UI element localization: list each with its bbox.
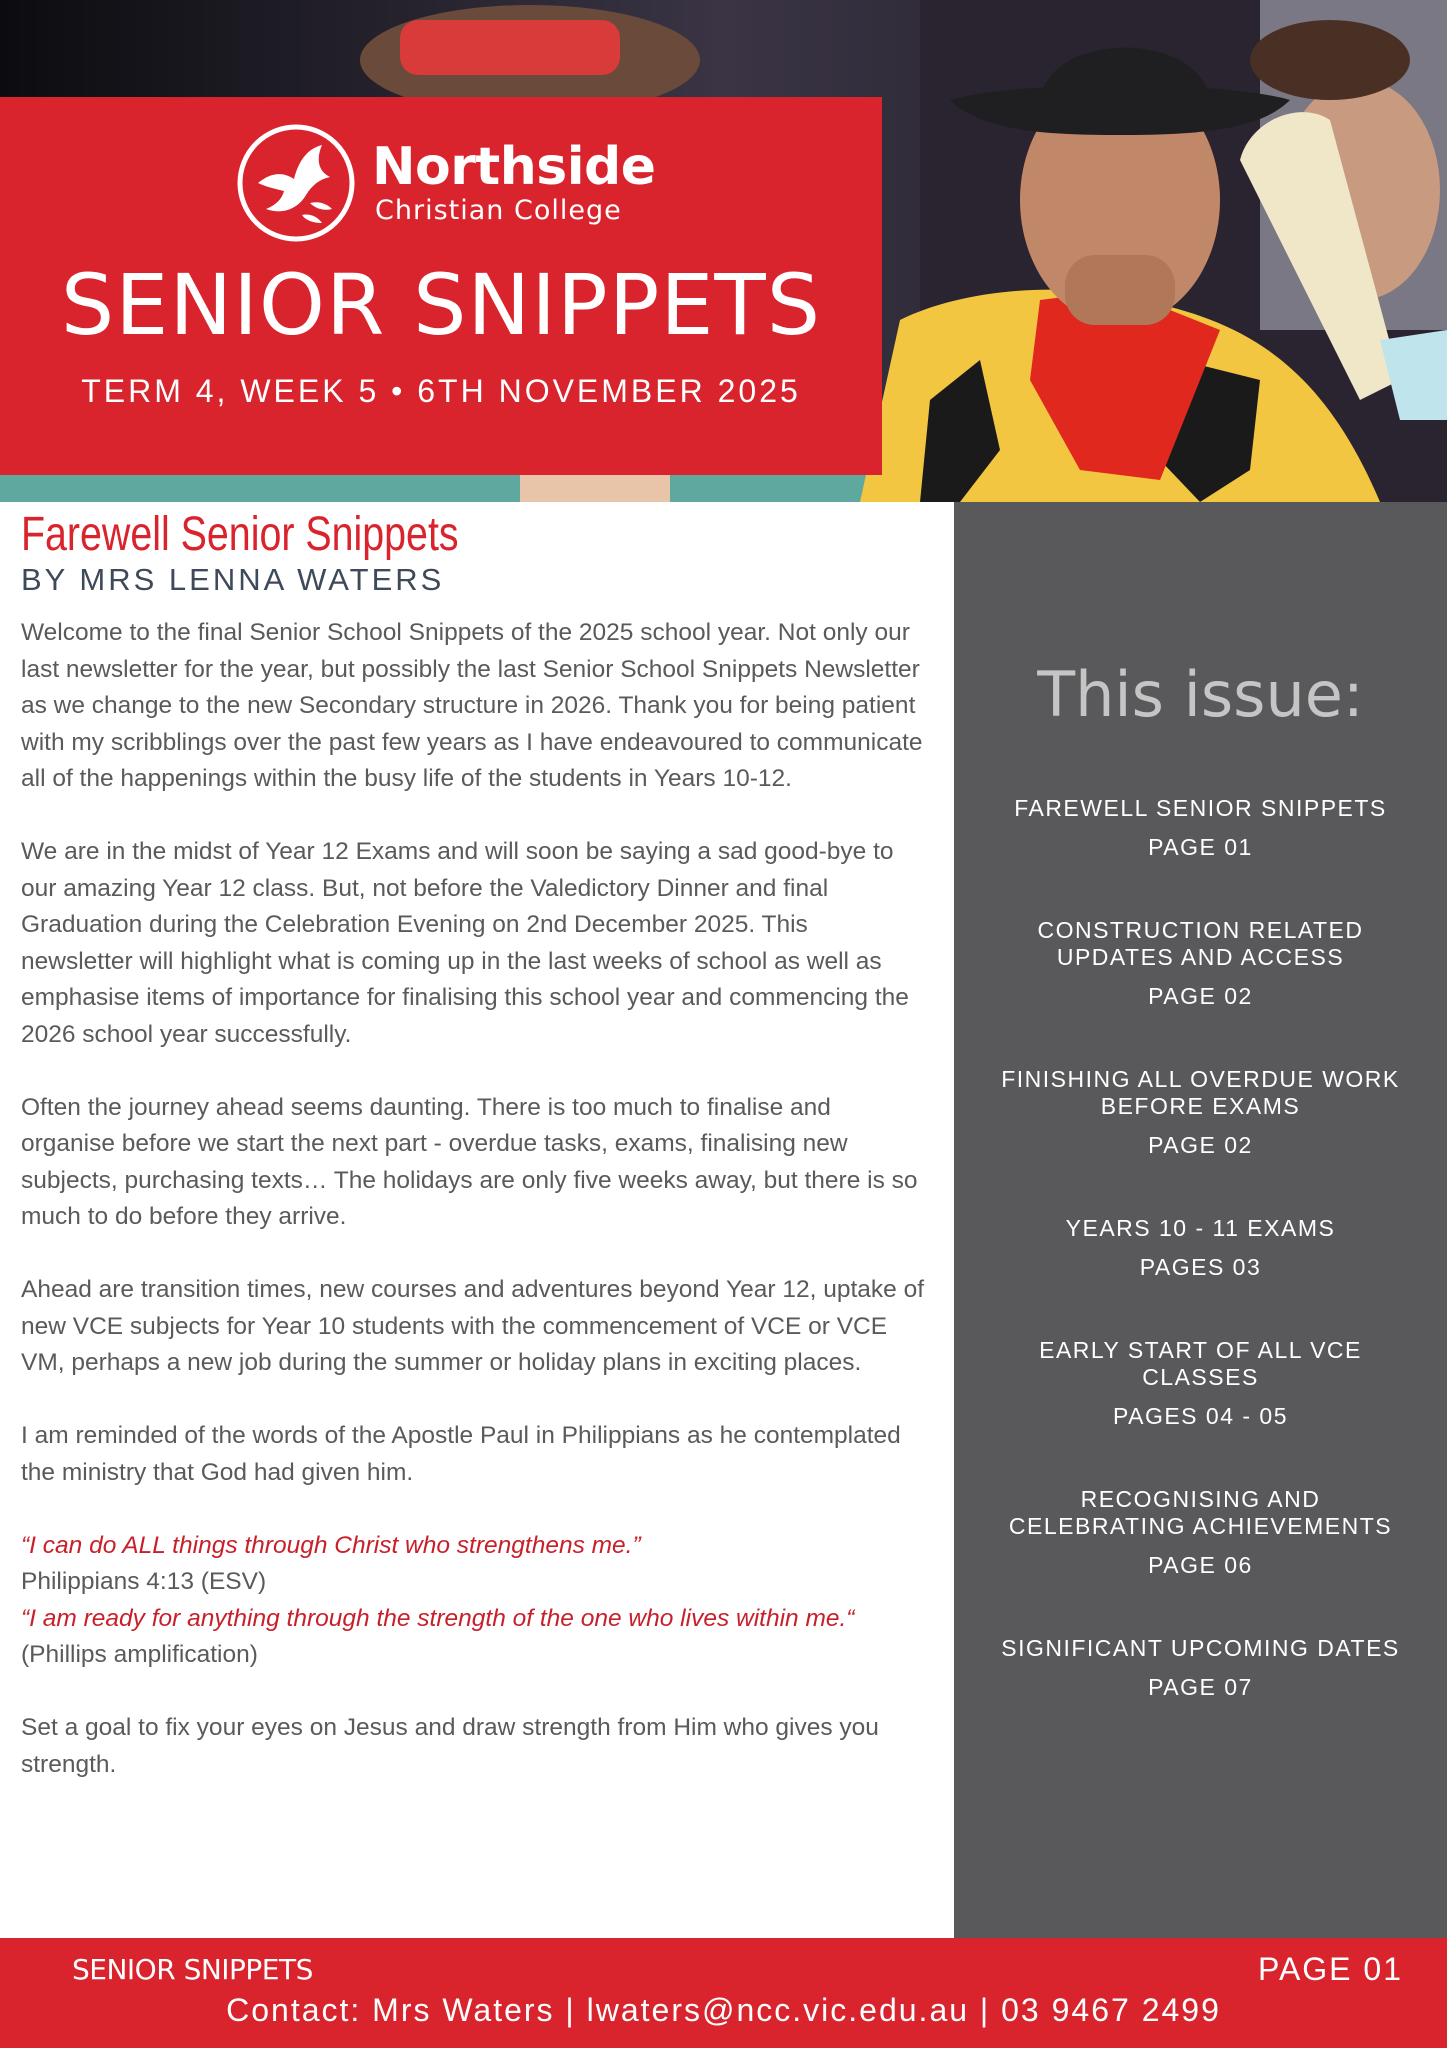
article-title: Farewell Senior Snippets bbox=[21, 508, 459, 561]
toc-item-title: FAREWELL SENIOR SNIPPETS bbox=[1014, 795, 1387, 821]
toc-item-upcoming-dates[interactable] bbox=[954, 1635, 1447, 1701]
toc-item-title: EARLY START OF ALL VCE CLASSES bbox=[1039, 1337, 1362, 1390]
footer-contact: Contact: Mrs Waters | lwaters@ncc.vic.edu.au | 03 9467 2499 bbox=[226, 1992, 1221, 2028]
article-paragraph: Ahead are transition times, new courses and adventures beyond Year 12, uptake of new VCE subjects for Year 10 students with the commencement of VCE or VCE VM, perhaps a new job during the summer or holiday plans in exciting places. bbox=[21, 1276, 925, 1376]
toc-item-title: FINISHING ALL OVERDUE WORK BEFORE EXAMS bbox=[1001, 1066, 1400, 1119]
toc-item-title: SIGNIFICANT UPCOMING DATES bbox=[1001, 1635, 1400, 1661]
toc-item-vce-classes[interactable] bbox=[954, 1337, 1447, 1430]
masthead-box bbox=[0, 97, 882, 475]
toc-item-page: PAGES 04 - 05 bbox=[1112, 1403, 1289, 1429]
toc-item-page: PAGE 06 bbox=[1148, 1552, 1253, 1578]
toc-item-page: PAGE 01 bbox=[1148, 834, 1253, 860]
dove-logo-icon bbox=[236, 123, 356, 243]
toc-item-overdue-work[interactable] bbox=[954, 1066, 1447, 1159]
toc-item-page: PAGES 03 bbox=[1139, 1254, 1262, 1280]
newsletter-title: SENIOR SNIPPETS bbox=[60, 256, 822, 354]
toc-item-title: RECOGNISING AND CELEBRATING ACHIEVEMENTS bbox=[1008, 1486, 1393, 1539]
scripture-quote-phillips: “I am ready for anything through the strength of the one who lives within me.“ bbox=[21, 1604, 855, 1632]
edition-date: TERM 4, WEEK 5 • 6TH NOVEMBER 2025 bbox=[81, 373, 801, 409]
article-paragraph: We are in the midst of Year 12 Exams and will soon be saying a sad good-bye to our amazing Year 12 class. But, not before the Valedictory Dinner and final Graduation during the Celebration Evening on 2nd December 2025. This newsletter will highlight what is coming up in the last weeks of school as well as emphasise items of importance for finalising this school year and commencing the 2026 school year successfully. bbox=[21, 838, 909, 1048]
toc-item-title: YEARS 10 - 11 EXAMS bbox=[1065, 1215, 1336, 1241]
scripture-ref-phillips: (Phillips amplification) bbox=[21, 1641, 258, 1668]
toc-item-farewell[interactable] bbox=[954, 795, 1447, 861]
toc-item-page: PAGE 02 bbox=[1148, 1132, 1253, 1158]
toc-item-page: PAGE 07 bbox=[1148, 1674, 1253, 1700]
issue-heading: This issue: bbox=[1037, 658, 1364, 731]
toc-item-construction[interactable] bbox=[954, 917, 1447, 1010]
toc-item-exams[interactable] bbox=[954, 1215, 1447, 1281]
article-closing: Set a goal to fix your eyes on Jesus and draw strength from Him who gives you strength. bbox=[21, 1714, 879, 1778]
article-paragraph: I am reminded of the words of the Apostle Paul in Philippians as he contemplated the ministry that God had given him. bbox=[21, 1422, 901, 1486]
scripture-quote-esv: “I can do ALL things through Christ who strengthens me.” bbox=[21, 1531, 641, 1559]
article-body bbox=[21, 615, 926, 1783]
toc-item-achievements[interactable] bbox=[954, 1486, 1447, 1579]
article-paragraph: Often the journey ahead seems daunting. There is too much to finalise and organise before we start the next part - overdue tasks, exams, finalising new subjects, purchasing texts… The holidays are only five weeks away, but there is so much to do before they arrive. bbox=[21, 1093, 918, 1230]
toc-item-title: CONSTRUCTION RELATED UPDATES AND ACCESS bbox=[1037, 917, 1364, 970]
college-name: Northside bbox=[372, 137, 656, 197]
toc-item-page: PAGE 02 bbox=[1148, 983, 1253, 1009]
footer-page-number: PAGE 01 bbox=[1257, 1951, 1403, 1987]
article-byline: BY MRS LENNA WATERS bbox=[21, 562, 445, 597]
page-footer bbox=[0, 1938, 1447, 2048]
hero-banner bbox=[0, 0, 1447, 502]
issue-sidebar bbox=[954, 502, 1447, 1938]
footer-brand: SENIOR SNIPPETS bbox=[72, 1953, 313, 1986]
main-article bbox=[21, 505, 926, 1820]
college-subtitle: Christian College bbox=[375, 195, 622, 226]
scripture-ref-esv: Philippians 4:13 (ESV) bbox=[21, 1568, 267, 1595]
article-paragraph: Welcome to the final Senior School Snippets of the 2025 school year. Not only our last newsletter for the year, but possibly the last Senior School Snippets Newsletter as we change to the new Secondary structure in 2026. Thank you for being patient with my scribblings over the past few years as I have endeavoured to communicate all of the happenings within the busy life of the students in Years 10-12. bbox=[21, 619, 923, 792]
scripture-block bbox=[21, 1528, 926, 1674]
